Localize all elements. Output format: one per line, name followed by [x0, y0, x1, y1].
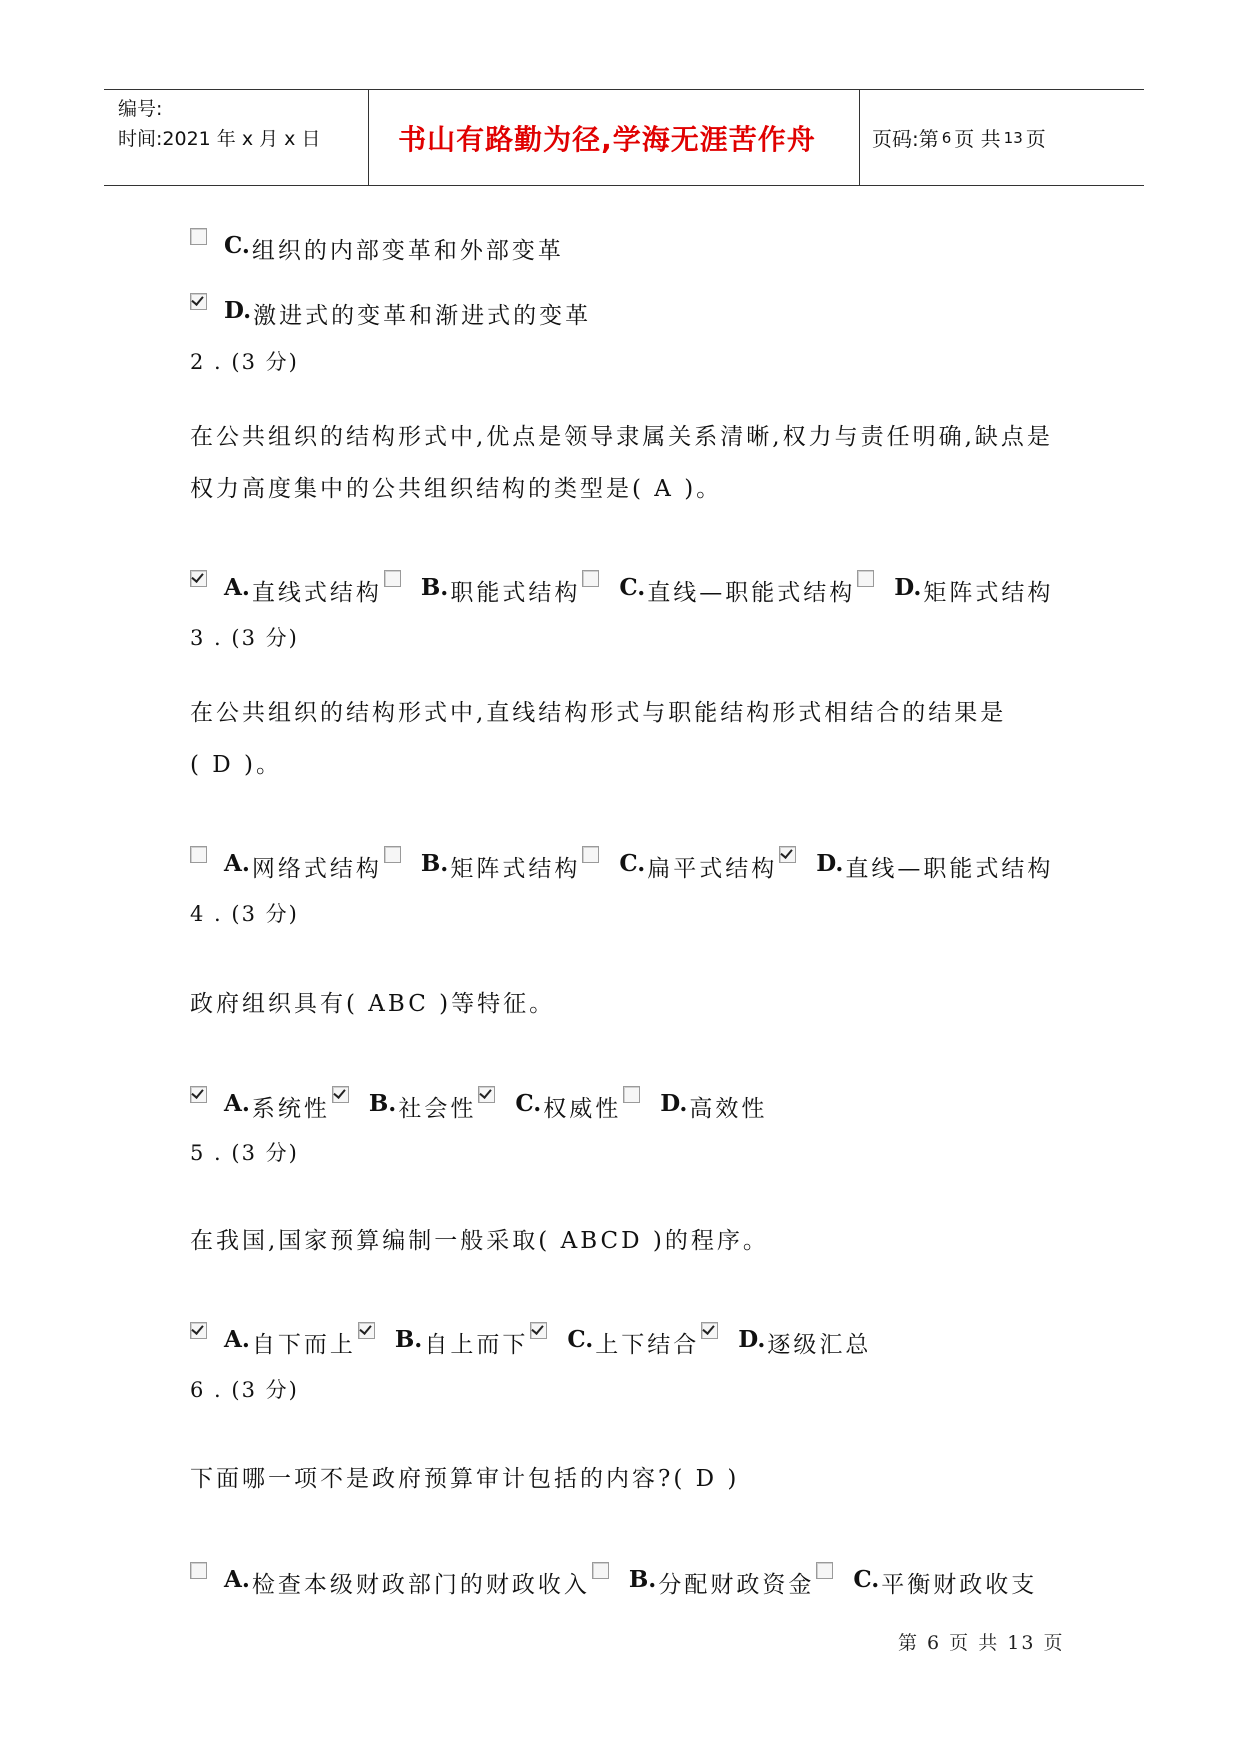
header-page-suffix: 页: [1025, 127, 1046, 151]
question-3-stem-line-2: ( D )。: [190, 752, 283, 778]
option-letter: D.: [660, 1090, 688, 1117]
option-letter: D.: [816, 850, 844, 877]
header-page-mid: 页 共: [954, 127, 1001, 151]
checkbox-checked[interactable]: [358, 1322, 375, 1339]
option-text: 自上而下: [424, 1332, 529, 1358]
checkbox-checked[interactable]: [190, 570, 207, 587]
option-text: 网络式结构: [251, 856, 382, 882]
question-5-number: 5 . (3 分): [190, 1141, 299, 1165]
question-2-options: [190, 574, 1053, 607]
checkbox-unchecked[interactable]: [190, 1562, 207, 1579]
checkbox-unchecked[interactable]: [582, 846, 599, 863]
option-text: 高效性: [689, 1096, 768, 1122]
option-letter: C.: [853, 1566, 880, 1593]
q3-option-a[interactable]: [190, 850, 382, 883]
option-text: 激进式的变革和渐进式的变革: [253, 303, 592, 329]
header-page-prefix: 页码:第: [872, 127, 939, 151]
option-letter: C.: [567, 1326, 594, 1353]
question-5-stem-line-1: 在我国,国家预算编制一般采取( ABCD )的程序。: [190, 1228, 769, 1254]
option-text: 检查本级财政部门的财政收入: [251, 1572, 590, 1598]
q6-option-b[interactable]: [590, 1566, 814, 1599]
checkbox-checked[interactable]: [530, 1322, 547, 1339]
question-3-stem-line-1: 在公共组织的结构形式中,直线结构形式与职能结构形式相结合的结果是: [190, 700, 1007, 726]
question-4-options: [190, 1090, 767, 1123]
option-text: 系统性: [251, 1096, 330, 1122]
option-text: 直线—职能式结构: [647, 580, 856, 606]
checkbox-unchecked[interactable]: [190, 228, 207, 245]
option-text: 直线—职能式结构: [845, 856, 1054, 882]
option-letter: C.: [619, 574, 646, 601]
question-4-number: 4 . (3 分): [190, 902, 299, 926]
option-text: 上下结合: [595, 1332, 700, 1358]
q2-option-d[interactable]: [855, 574, 1053, 607]
option-letter: B.: [420, 574, 449, 601]
checkbox-checked[interactable]: [190, 1322, 207, 1339]
option-letter: B.: [368, 1090, 397, 1117]
option-letter: B.: [394, 1326, 423, 1353]
checkbox-checked[interactable]: [478, 1086, 495, 1103]
header-page-total: 13: [1003, 128, 1023, 147]
option-letter: D.: [894, 574, 922, 601]
header-page-current: 6: [941, 128, 952, 147]
option-text: 扁平式结构: [647, 856, 778, 882]
question-5-options: [190, 1326, 871, 1359]
q6-option-c[interactable]: [814, 1566, 1037, 1599]
option-letter: B.: [628, 1566, 657, 1593]
question-2-stem-line-2: 权力高度集中的公共组织结构的类型是( A )。: [190, 476, 723, 502]
option-letter: C.: [224, 232, 250, 259]
checkbox-unchecked[interactable]: [623, 1086, 640, 1103]
option-text: 组织的内部变革和外部变革: [251, 238, 564, 264]
header-divider-right: [859, 90, 860, 185]
q4-option-c[interactable]: [476, 1090, 621, 1123]
checkbox-unchecked[interactable]: [384, 846, 401, 863]
q6-option-a[interactable]: [190, 1566, 590, 1599]
header-meta: [118, 94, 320, 154]
header-time-label: 时间:2021 年 x 月 x 日: [118, 128, 321, 150]
question-6-stem-line-1: 下面哪一项不是政府预算审计包括的内容?( D ): [190, 1466, 740, 1492]
option-text: 社会性: [398, 1096, 477, 1122]
q5-option-d[interactable]: [699, 1326, 871, 1359]
checkbox-checked[interactable]: [701, 1322, 718, 1339]
checkbox-unchecked[interactable]: [592, 1562, 609, 1579]
option-letter: A.: [224, 850, 250, 877]
question-2-number: 2 . (3 分): [190, 350, 299, 374]
option-letter: A.: [224, 1326, 250, 1353]
option-letter: C.: [619, 850, 646, 877]
header-page-indicator: [872, 90, 1046, 185]
checkbox-unchecked[interactable]: [816, 1562, 833, 1579]
option-letter: B.: [420, 850, 449, 877]
option-letter: A.: [224, 574, 250, 601]
option-letter: D.: [738, 1326, 766, 1353]
q4-option-b[interactable]: [330, 1090, 476, 1123]
q3-option-b[interactable]: [382, 850, 580, 883]
option-letter: A.: [224, 1566, 250, 1593]
question-3-options: [190, 850, 1053, 883]
option-letter: D.: [224, 297, 252, 324]
q4-option-a[interactable]: [190, 1090, 330, 1123]
checkbox-checked[interactable]: [779, 846, 796, 863]
question-2-stem-line-1: 在公共组织的结构形式中,优点是领导隶属关系清晰,权力与责任明确,缺点是: [190, 424, 1053, 450]
checkbox-checked[interactable]: [190, 293, 207, 310]
option-text: 职能式结构: [450, 580, 581, 606]
option-text: 自下而上: [251, 1332, 356, 1358]
option-text: 矩阵式结构: [923, 580, 1054, 606]
checkbox-unchecked[interactable]: [190, 846, 207, 863]
page-footer: 第 6 页 共 13 页: [898, 1632, 1065, 1654]
option-text: 逐级汇总: [767, 1332, 872, 1358]
q3-option-c[interactable]: [580, 850, 777, 883]
option-text: 平衡财政收支: [881, 1572, 1038, 1598]
q1-option-c[interactable]: [190, 232, 564, 265]
header-motto: 书山有路勤为径,学海无涯苦作舟: [398, 122, 816, 156]
q2-option-b[interactable]: [382, 574, 580, 607]
option-text: 分配财政资金: [658, 1572, 815, 1598]
option-letter: A.: [224, 1090, 250, 1117]
question-4-stem-line-1: 政府组织具有( ABC )等特征。: [190, 991, 556, 1017]
q5-option-a[interactable]: [190, 1326, 356, 1359]
q2-option-c[interactable]: [580, 574, 855, 607]
q5-option-b[interactable]: [356, 1326, 528, 1359]
q4-option-d[interactable]: [621, 1090, 767, 1123]
checkbox-checked[interactable]: [190, 1086, 207, 1103]
checkbox-unchecked[interactable]: [857, 570, 874, 587]
q2-option-a[interactable]: [190, 574, 382, 607]
q5-option-c[interactable]: [528, 1326, 699, 1359]
header-number-label: 编号:: [118, 98, 163, 120]
document-header: [104, 89, 1144, 186]
option-text: 直线式结构: [251, 580, 382, 606]
q1-option-d[interactable]: [190, 297, 591, 330]
checkbox-unchecked[interactable]: [582, 570, 599, 587]
option-text: 矩阵式结构: [450, 856, 581, 882]
q3-option-d[interactable]: [777, 850, 1053, 883]
option-letter: C.: [515, 1090, 542, 1117]
checkbox-unchecked[interactable]: [384, 570, 401, 587]
option-text: 权威性: [543, 1096, 622, 1122]
question-3-number: 3 . (3 分): [190, 626, 299, 650]
question-6-options: [190, 1566, 1037, 1599]
checkbox-checked[interactable]: [332, 1086, 349, 1103]
question-6-number: 6 . (3 分): [190, 1378, 299, 1402]
